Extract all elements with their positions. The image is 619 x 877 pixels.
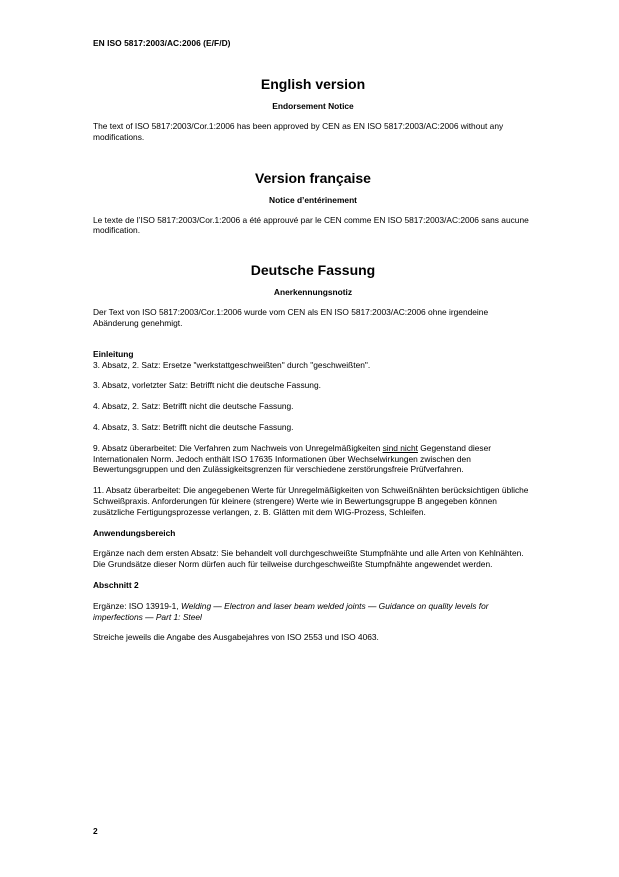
english-notice-text: The text of ISO 5817:2003/Cor.1:2006 has been approved by CEN as EN ISO 5817:2003/AC:2006 without any modifications. [93, 121, 504, 142]
abschnitt-2-heading: Abschnitt 2 [93, 579, 139, 590]
einleitung-paragraph-1: 3. Absatz, 2. Satz: Ersetze "werkstattgeschweißten" durch "geschweißten". [93, 359, 371, 370]
paragraph-5-rest: Gegenstand dieser Internationalen Norm. Jedoch enthält ISO 17635 Informationen über Wechselwirkungen zwischen den Bewertungsgruppen und den Zulässigkeitsgrenzen für verschiedene zerstörungsfreie Prüfverfahren. [93, 442, 492, 475]
abschnitt-2-paragraph-1 [93, 601, 533, 623]
einleitung-paragraph-6: 11. Absatz überarbeitet: Die angegebenen Werte für Unregelmäßigkeiten von Schweißnähten berücksichtigen übliche Schweißpraxis. Anforderungen für kleinere (strengere) Werte wie in Bewertungsgruppe B angegeben können zusätzliche Fertigungsprozesse verlangen, z. B. Glätten mit dem WIG-Prozess, Schleifen. [93, 485, 529, 517]
abschnitt-2-paragraph-2: Streiche jeweils die Angabe des Ausgabejahres von ISO 2553 und ISO 4063. [93, 632, 379, 643]
abschnitt-2-section [93, 580, 533, 643]
einleitung-section [93, 349, 533, 518]
english-version-title: English version [260, 76, 366, 92]
paragraph-5-lead: 9. Absatz überarbeitet: Die Verfahren zum Nachweis von Unregelmäßigkeiten [93, 442, 383, 453]
einleitung-paragraph-3: 4. Absatz, 2. Satz: Betrifft nicht die deutsche Fassung. [93, 401, 294, 412]
german-section [93, 262, 533, 329]
english-section [93, 76, 533, 143]
german-notice-title: Anerkennungsnotiz [273, 287, 353, 298]
anwendungsbereich-paragraph-1: Ergänze nach dem ersten Absatz: Sie behandelt voll durchgeschweißte Stumpfnähte und alle Arten von Kehlnähten. Die Grundsätze dieser Norm dürfen auch für teilweise durchgeschweißte Stumpfnähte angewendet werden. [93, 548, 524, 570]
document-body [93, 76, 533, 643]
french-section [93, 170, 533, 237]
einleitung-paragraph-2: 3. Absatz, vorletzter Satz: Betrifft nicht die deutsche Fassung. [93, 380, 321, 391]
document-header: EN ISO 5817:2003/AC:2006 (E/F/D) [93, 38, 231, 48]
einleitung-heading: Einleitung [93, 348, 134, 359]
anwendungsbereich-heading: Anwendungsbereich [93, 527, 176, 538]
german-version-title: Deutsche Fassung [250, 262, 376, 279]
french-version-title: Version française [255, 169, 371, 186]
referenced-standard-title: Welding — Electron and laser beam welded joints — Guidance on quality levels for imperfections — Part 1: Steel [93, 600, 489, 622]
anwendungsbereich-section [93, 528, 533, 570]
einleitung-paragraph-5 [93, 443, 533, 475]
underlined-emphasis: sind nicht [382, 442, 418, 453]
abschnitt-2-lead: Ergänze: ISO 13919-1, [93, 600, 181, 611]
french-notice-title: Notice d’entérinement [269, 194, 357, 205]
einleitung-paragraph-4: 4. Absatz, 3. Satz: Betrifft nicht die deutsche Fassung. [93, 421, 294, 432]
page-number: 2 [93, 826, 98, 836]
english-notice-title: Endorsement Notice [272, 101, 354, 111]
german-notice-text: Der Text von ISO 5817:2003/Cor.1:2006 wurde vom CEN als EN ISO 5817:2003/AC:2006 ohne irgendeine Abänderung genehmigt. [93, 307, 489, 328]
french-notice-text: Le texte de l’ISO 5817:2003/Cor.1:2006 a été approuvé par le CEN comme EN ISO 5817:2003/AC:2006 sans aucune modification. [93, 214, 529, 236]
